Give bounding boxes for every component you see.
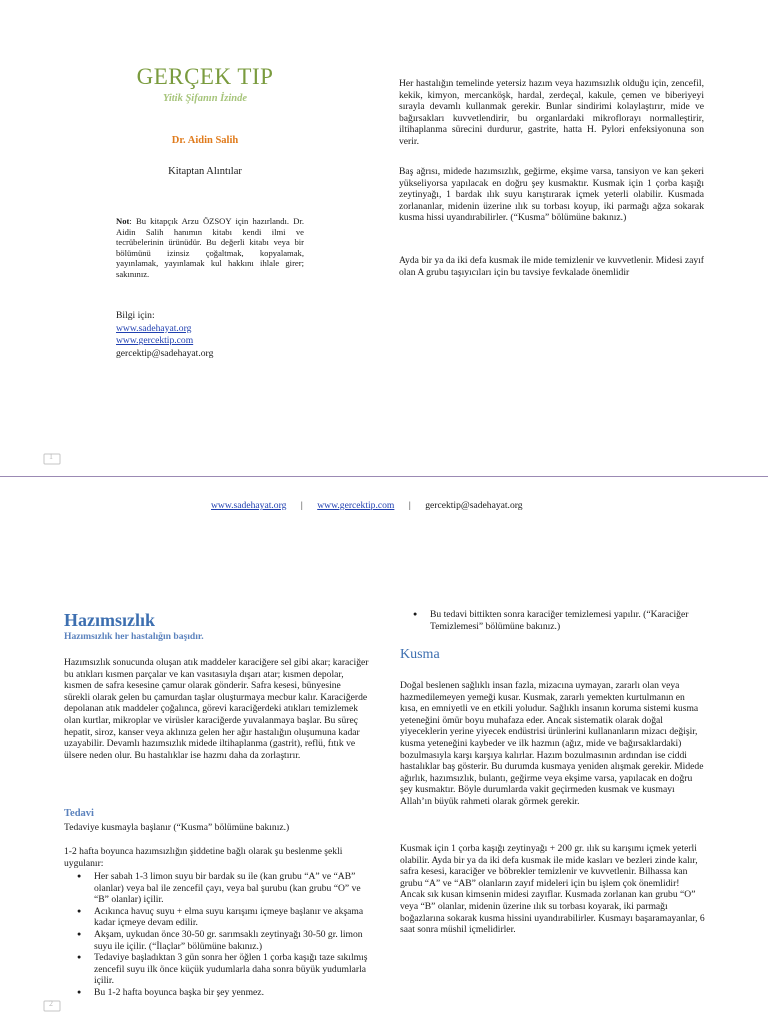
page-number-2: 2	[42, 998, 62, 1017]
section-subheading: Hazımsızlık her hastalığın başıdır.	[64, 631, 204, 642]
footer-sadehayat-link[interactable]: www.sadehayat.org	[211, 500, 287, 511]
tedavi-heading: Tedavi	[64, 808, 94, 819]
info-label: Bilgi için:	[116, 310, 155, 321]
footer-separator: |	[300, 500, 303, 511]
list-item: ● Her sabah 1-3 limon suyu bir bardak su ile (kan grubu “A” ve “AB” olanlar) veya bal ile zencefil çayı, veya bal şurubu (kan grubu “O” ve “B” olanlar) içilir.	[64, 871, 369, 906]
page-number-1: 1	[42, 451, 62, 470]
note-label: Not	[116, 216, 130, 226]
footer-gercektip-link[interactable]: www.gercektip.com	[317, 500, 395, 511]
kusma-paragraph-1: Doğal beslenen sağlıklı insan fazla, mizacına uymayan, zararlı olan veya hazmedilemeyen yemeği kusar. Kusmak, zararlı yemekten kurtulmanın en kısa, en emniyetli ve en etkili yoludur. Sağlıklı insanın koruma sistemi kusma yeteneğini ömür boyu muhafaza eder. Ancak sistematik olarak doğal yiyeceklerin yerine yiyecek endüstrisi ürünlerini kullananların mizacı değişir, kusma yeteneğini kaybeder ve ilk hazmın (ağız, mide ve bağırsaklardaki) bozulmasıyla karşı karşıya kalırlar. Hazım bozulmasının ardından ise ciddi hastalıklar baş gösterir. Bu durumda kusmaya yeniden alışmak gerekir. Midede ağırlık, hazımsızlık, bulantı, geğirme veya ekşime varsa, yapılacak en doğru şey kusmaktır. Böyle durumlarda vakit geçirmeden kusmak ve kusmayı Allah’ın büyük rahmeti olarak görmek gerekir.	[400, 680, 704, 807]
note-text: : Bu kitapçık Arzu ÖZSOY için hazırlandı. Dr. Aidin Salih hanımın kitabı kendi ilmi ve tecrübelerinin ürünüdür. Bu değerli kitabı veya bir bölümünü izinsiz çoğaltmak, kopyalamak, yayınlamak, yayınlamak kul hakkını ihlale girer; sakınınız.	[116, 216, 304, 279]
footer-separator: |	[408, 500, 411, 511]
tedavi-paragraph: Tedaviye kusmayla başlanır (“Kusma” bölümüne bakınız.)	[64, 822, 290, 833]
section-heading-hazimsizlik: Hazımsızlık	[64, 610, 155, 630]
kusma-paragraph-2: Kusmak için 1 çorba kaşığı zeytinyağı + 200 gr. ılık su karışımı içmek yeterli olabilir. Ayda bir ya da iki defa kusmak ile mide kasları ve bezleri zinde kalır, safra kesesi, karaciğer ve böbrekler temizlenir ve kuvvetlenir. Bilhassa kan grubu “A” ve “AB” olanların zayıf mideleri için bu işlem çok önemlidir! Ancak sık kusan kimsenin midesi zayıflar. Kusmada zorlanan kan grubu “O” veya “B” olanlar, midenin üzerine ılık su torbası koyarak, iki parmağı boğazlarına sokarak kusma hissini uyandırabilirler. Kusmayı başaramayanlar, 6 saat sonra müshil içmelidirler.	[400, 843, 705, 936]
source-label: Kitaptan Alıntılar	[168, 166, 242, 177]
intro-paragraph-3: Ayda bir ya da iki defa kusmak ile mide temizlenir ve kuvvetlenir. Midesi zayıf olan A grubu taşıyıcıları için bu tavsiye fevkalade önemlidir	[399, 255, 704, 278]
copyright-note	[116, 216, 304, 280]
list-item: ● Akşam, uykudan önce 30-50 gr. sarımsaklı zeytinyağı 30-50 gr. limon suyu ile içilir. (“İlaçlar” bölümüne bakınız.)	[64, 929, 369, 952]
contact-block	[116, 310, 306, 360]
page-break-line	[0, 476, 768, 477]
list-item: ● Bu 1-2 hafta boyunca başka bir şey yenmez.	[64, 987, 369, 999]
book-title: GERÇEK TIP	[136, 64, 274, 89]
diet-intro-paragraph: 1-2 hafta boyunca hazımsızlığın şiddetine bağlı olarak şu beslenme şekli uygulanır:	[64, 846, 343, 869]
list-item: ● Tedaviye başladıktan 3 gün sonra her öğlen 1 çorba kaşığı taze sıkılmış zencefil suyu ilk önce küçük yudumlarla daha sonra büyük yudumlarla içilir.	[64, 952, 369, 987]
section-heading-kusma: Kusma	[400, 647, 440, 662]
list-item: ● Acıkınca havuç suyu + elma suyu karışımı içmeye başlanır ve akşama kadar içmeye devam edilir.	[64, 906, 369, 929]
sadehayat-link[interactable]: www.sadehayat.org	[116, 322, 192, 334]
diet-list	[64, 871, 369, 999]
book-subtitle: Yitik Şifanın İzinde	[162, 93, 248, 104]
gercektip-link[interactable]: www.gercektip.com	[116, 335, 194, 347]
author-name: Dr. Aidin Salih	[171, 135, 239, 146]
liver-cleanse-list	[400, 609, 705, 632]
page-footer	[211, 500, 611, 512]
contact-email: gercektip@sadehayat.org	[116, 347, 214, 359]
intro-paragraph-1: Her hastalığın temelinde yetersiz hazım veya hazımsızlık olduğu için, zencefil, kekik, kimyon, mercanköşk, hardal, zerdeçal, kakule, çemen ve biberiyeyi sırayla devamlı kullanmak gerekir. Bunlar sindirimi kolaylaştırır, mide ve bağırsakları kuvvetlendirir, bu organlardaki mikroflorayı normalleştirir, iltihaplanma sürecini durdurur, gastrite, hatta H. Pylori enfeksiyonuna son verir.	[399, 78, 704, 147]
intro-paragraph-2: Baş ağrısı, midede hazımsızlık, geğirme, ekşime varsa, tansiyon ve kan şekeri yükseliyorsa yapılacak en doğru şey kusmaktır. Kusmak için 1 çorba kaşığı zeytinyağı, 1 bardak ılık suyu karıştırarak içmek yeterli olabilir. Kusmada zorlananlar, midenin üzerine ılık su torbası koyup, iki parmağı ağza sokarak kusma hissi uyandırabilirler. (“Kusma” bölümüne bakınız.)	[399, 166, 704, 224]
footer-email: gercektip@sadehayat.org	[425, 500, 523, 511]
hazimsizlik-paragraph: Hazımsızlık sonucunda oluşan atık maddeler karaciğere sel gibi akar; karaciğer bu atıkları kısmen parçalar ve kan vasıtasıyla dışarı atar; kısmen depolar, kısmen de safra kesesine çamur olarak gönderir. Safra kesesi, bünyesine sürekli olarak gelen bu çamurdan taşlar oluşturmaya mecbur kalır. Karaciğerde depolanan atık maddeler çoğalınca, görevi karaciğerdeki atıkları temizlemek olan kurtlar, mikroplar ve virüsler karaciğerde yuvalanmaya başlar. Bu süreç hepatit, siroz, kanser veya aklınıza gelen her ağır hastalığın oluşumuna kadar uzayabilir. Devamlı hazımsızlık midede iltihaplanma (gastrit), reflü, fıtık ve ülsere neden olur. Bu hastalıklar ise hazmı daha da zorlaştırır.	[64, 657, 369, 761]
list-item: ● Bu tedavi bittikten sonra karaciğer temizlemesi yapılır. (“Karaciğer Temizlemesi” bölümüne bakınız.)	[400, 609, 705, 632]
